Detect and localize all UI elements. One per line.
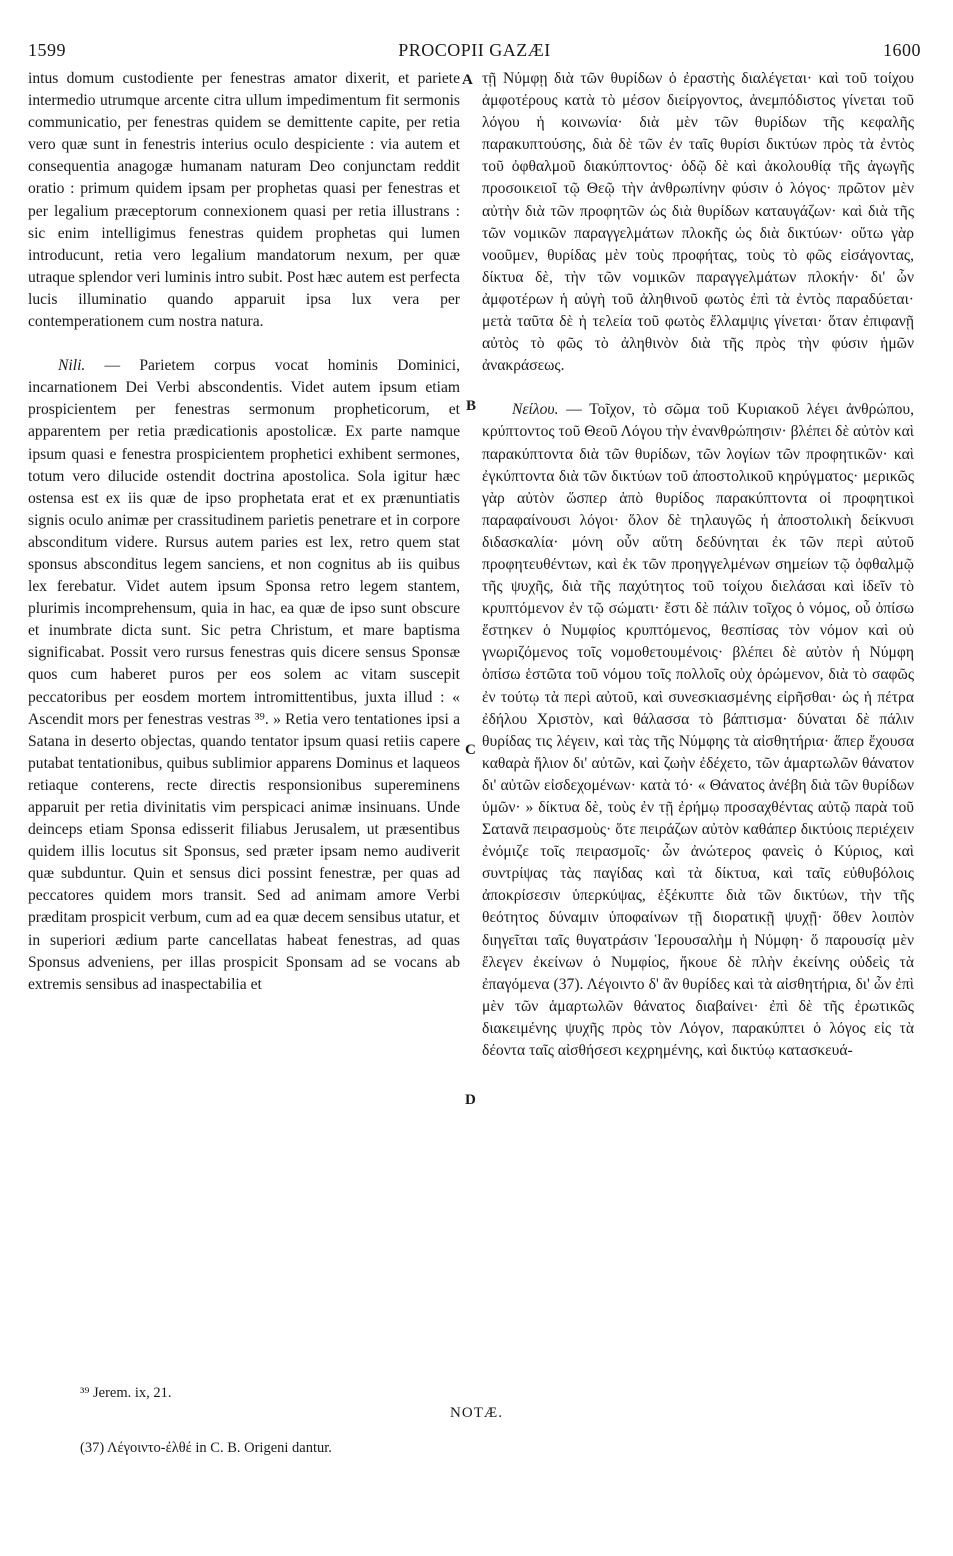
margin-marker-c: C bbox=[465, 742, 476, 758]
greek-paragraph-1: τῇ Νύμφῃ διὰ τῶν θυρίδων ὁ ἐραστὴς διαλέγεται· καὶ τοῦ τοίχου ἀμφοτέρους κατὰ τὸ μέσον διείργοντος, ἀνεμπόδιστος γίνεται τοῦ λόγου ἡ κοινωνία· διὰ μὲν τῶν θυρίδων τῆς κεφαλῆς παρακυπτούσης, διὰ δὲ τῶν ἐν ταῖς θυρίσι δικτύων πρὸς τὰ ἐντὸς τοῦ ὀφθαλμοῦ διακύπτοντος· ὁδῷ δὲ καὶ ἀκολουθίᾳ τῆς ἀγωγῆς προσοικειοῖ τῷ Θεῷ τὴν ἀνθρωπίνην φύσιν ὁ λόγος· πρῶτον μὲν αὐτὴν διὰ τῶν προφητῶν ὡς διὰ θυρίδων καταυγάζων· καὶ διὰ τῆς τῶν νομικῶν παραγγελμάτων πλοκῆς ὡς διὰ δικτύων· οὕτω γὰρ νοοῦμεν, θυρίδας μὲν τοὺς προφήτας, τοὺς τὸ φῶς εἰσάγοντας, δίκτυα δὲ, τὴν τῶν νομικῶν παραγγελμάτων πλοκήν· δι' ὧν ἀμφοτέρων ἡ αὐγὴ τοῦ ἀληθινοῦ φωτὸς ἐπὶ τὰ ἐντὸς παραδύεται· μετὰ ταῦτα δὲ ἡ τελεία τοῦ φωτὸς ἔλλαμψις γίνεται· ὅταν ἐπιφανῇ αὐτὸς τὸ φῶς τὸ ἀληθινὸν διὰ τῆς πρὸς τὴν φύσιν ἡμῶν ἀνακράσεως. bbox=[482, 70, 914, 375]
page-header bbox=[28, 40, 921, 64]
margin-marker-b: B bbox=[466, 398, 477, 414]
footnote: ³⁹ Jerem. ix, 21. bbox=[80, 1385, 172, 1401]
greek-paragraph-2 bbox=[482, 399, 914, 1062]
margin-marker-a: A bbox=[462, 72, 473, 88]
latin-paragraph-1: intus domum custodiente per fenestras amator dixerit, et pariete intermedio utrumque arcente citra ullum impedimentum fit sermonis communicatio, per fenestras quidem se demittente capite, per retia vero quæ sunt in fenestris interius oculo despiciente : via autem et consequentia anagogæ humanam naturam Deo conjunctam reddit oratio : primum quidem ipsam per prophetas quasi per fenestras et per legalium præceptorum connexionem quasi per retia illustrans : sic enim intelligimus fenestras quidem prophetas qui lumen introducunt, retia vero legalium mandatorum nexum, per quæ utraque splendor veri luminis intro subit. Post hæc autem est perfecta lucis illuminatio quando apparuit ipsa lux vera per contemperationem cum nostra natura. bbox=[28, 70, 460, 331]
latin-column bbox=[28, 68, 460, 996]
left-page-number: 1599 bbox=[28, 40, 66, 60]
notae-heading: NOTÆ. bbox=[450, 1405, 503, 1421]
latin-section-label: Nili. bbox=[58, 357, 86, 375]
greek-paragraph-2-text: — Τοῖχον, τὸ σῶμα τοῦ Κυριακοῦ λέγει ἀνθρώπου, κρύπτοντος τοῦ Θεοῦ Λόγου τὴν ἐνανθρώπησιν· βλέπει δὲ αὐτὸν καὶ παρακύπτοντα διὰ τῶν θυρίδων, τῶν λογίων τῶν προφητικῶν· καὶ ἐγκύπτοντα διὰ τῶν δικτύων τοῦ ἀποστολικοῦ κηρύγματος· μερικῶς γὰρ αὐτὸν ὥσπερ ἀπὸ θυρίδος παρακύπτοντα οἱ προφητικοὶ παραφαίνουσι λόγοι· ὅλον δὲ τηλαυγῶς ἡ ἀποστολικὴ δείκνυσι διδασκαλία· μόνη οὖν αὕτη δεδύνηται ἐκ τῶν περὶ αὐτοῦ προφητευθέντων, καὶ ἐκ τῶν προηγγελμένων σημείων τῷ ὀφθαλμῷ τῆς ψυχῆς, διὰ τῆς παχύτητος τοῦ τοίχου διελάσαι καὶ ἰδεῖν τὸ κρυπτόμενον ἐν τῷ σώματι· ἔστι δὲ πάλιν τοῖχος ὁ νόμος, οὗ ὀπίσω ἕστηκεν ὁ Νυμφίος κρυπτόμενος, θεσπίσας τὸν νόμον καὶ οὐ γνωριζόμενος τοῖς νομοθετουμένοις· βλέπει δὲ αὐτὸν ἡ Νύμφη ὀπίσω ἑστῶτα τοῦ νόμου τοῖς πολλοῖς οὐχ ὁρώμενον, διὰ τὸ σαφῶς ἐν τούτῳ τὰ περὶ αὐτοῦ, καὶ συνεσκιασμένης εἰρῆσθαι· ὡς ἡ πέτρα ἐδήλου Χριστὸν, καὶ θάλασσα τὸ βάπτισμα· δύναται δὲ πάλιν θυρίδας τις λέγειν, καὶ τὰς τῆς Νύμφης τὰ αἰσθητήρια· ἅπερ ἔχουσα καθαρὰ ἥλιον δι' αὐτῶν, καὶ ζωὴν ἐδέχετο, τῶν ἁμαρτωλῶν θάνατον δι' αὐτῶν εἰσδεχομένων· κατὰ τό· « Θάνατος ἀνέβη διὰ τῶν θυρίδων ὑμῶν· » δίκτυα δὲ, τοὺς ἐν τῇ ἐρήμῳ προσαχθέντας αὐτῷ παρὰ τοῦ Σατανᾶ πειρασμοὺς· ὅτε πειράζων αὐτὸν καθάπερ δικτύοις περιέχειν ἐνόμιζε τοῖς πειρασμοῖς· ὧν ἀνώτερος φανεὶς ὁ Κύριος, καὶ συντρίψας τὰς παγίδας καὶ τὰ δίκτυα, καὶ ταῖς εὐθυβόλοις ἀποκρίσεσιν ὑπερκύψας, ἐξέκυπτε διὰ τῶν δικτύων, τὴν τῆς θεότητος δύναμιν ὑποφαίνων τῇ διορατικῇ ψυχῇ· ὅθεν λοιπὸν διηγεῖται ταῖς θυγατράσιν Ἱερουσαλὴμ ἡ Νύμφη· ὅ παρουσίᾳ μὲν ἔλεγεν ἐκείνων ὁ Νυμφίος, ἤκουε δὲ πλὴν ἐκείνης οὐδεὶς τὰ ἐπαγόμενα (37). Λέγοιντο δ' ἂν θυρίδες καὶ τὰ αἰσθητήρια, δι' ὧν ἐπὶ μὲν τῶν ἁμαρτωλῶν θάνατος διαβαίνει· ἐπὶ δὲ τῆς ἐρωτικῶς διακειμένης ψυχῆς πρὸς τὸν Λόγον, παρακύπτει ὁ λόγος εἰς τὰ δέοντα ταῖς αἰσθήσεσι κεχρημένης, καὶ δικτύῳ κατασκευά- bbox=[482, 401, 914, 1060]
greek-column bbox=[482, 68, 914, 1062]
margin-marker-d: D bbox=[465, 1092, 476, 1108]
greek-section-label: Νείλου. bbox=[512, 401, 559, 419]
note-37: (37) Λέγοιντο-ἐλθέ in C. B. Origeni dantur. bbox=[80, 1440, 332, 1456]
latin-paragraph-2-text: — Parietem corpus vocat hominis Dominici, incarnationem Dei Verbi abscondentis. Videt autem ipsum etiam prospicientem per fenestras sermonum propheticorum, et apparentem per retia prædicationis apostolicæ. Ex parte namque ipsum quasi e fenestra prospicientem prophetici exhibent sermones, totum vero dilucide ostendit doctrina apostolica. Sola igitur hæc ostensa est ex iis quæ de ipso prophetata erat et ex prænuntiatis signis oculo animæ per crassitudinem parietis penetrare et in corpore absconditum videre. Rursus autem paries est lex, retro quem stat sponsus absconditus legem sanciens, et non cognitus ab iis quibus lex ferebatur. Videt autem ipsum Sponsa retro legem stantem, plurimis incomprehensum, quia in hac, ea quæ de ipso sunt obscure et inumbrate dicta sunt. Sic petra Christum, et mare baptisma significabat. Possit vero rursus fenestras quis dicere sensus Sponsæ quos cum haberet puros per eos solem ac vitam suscepit peccatoribus per eosdem mortem intromittentibus, juxta illud : « Ascendit mors per fenestras vestras ³⁹. » Retia vero tentationes ipsi a Satana in deserto objectas, quando tentator ipsum quasi retiis capere putabat tentationibus, quibus sublimior apparens Dominus et laqueos retiaque conterens, recte directis responsionibus supereminens apparuit per retia divinitatis vim perspicaci animæ insinuans. Unde deinceps etiam Sponsa edisserit filiabus Jerusalem, ut præsentibus quidem illis locutus sit Sponsus, sed præter ipsam nemo audiverit quæ subduntur. Quin et sensus dici possint fenestræ, per quas ad peccatores quidem mors transit. Sed ad animam amore Verbi præditam prospicit verbum, cum ad ea quæ decem sensibus utatur, et in superiori ædium parte cancellatas habeat fenestras, ad quas Sponsus adveniens, per illas prospicit Sponsam ad se vocans ab extremis sensibus ad inaspectabilia et bbox=[28, 357, 460, 993]
latin-paragraph-2 bbox=[28, 355, 460, 996]
right-page-number: 1600 bbox=[883, 40, 921, 60]
running-title: PROCOPII GAZÆI bbox=[398, 40, 551, 60]
